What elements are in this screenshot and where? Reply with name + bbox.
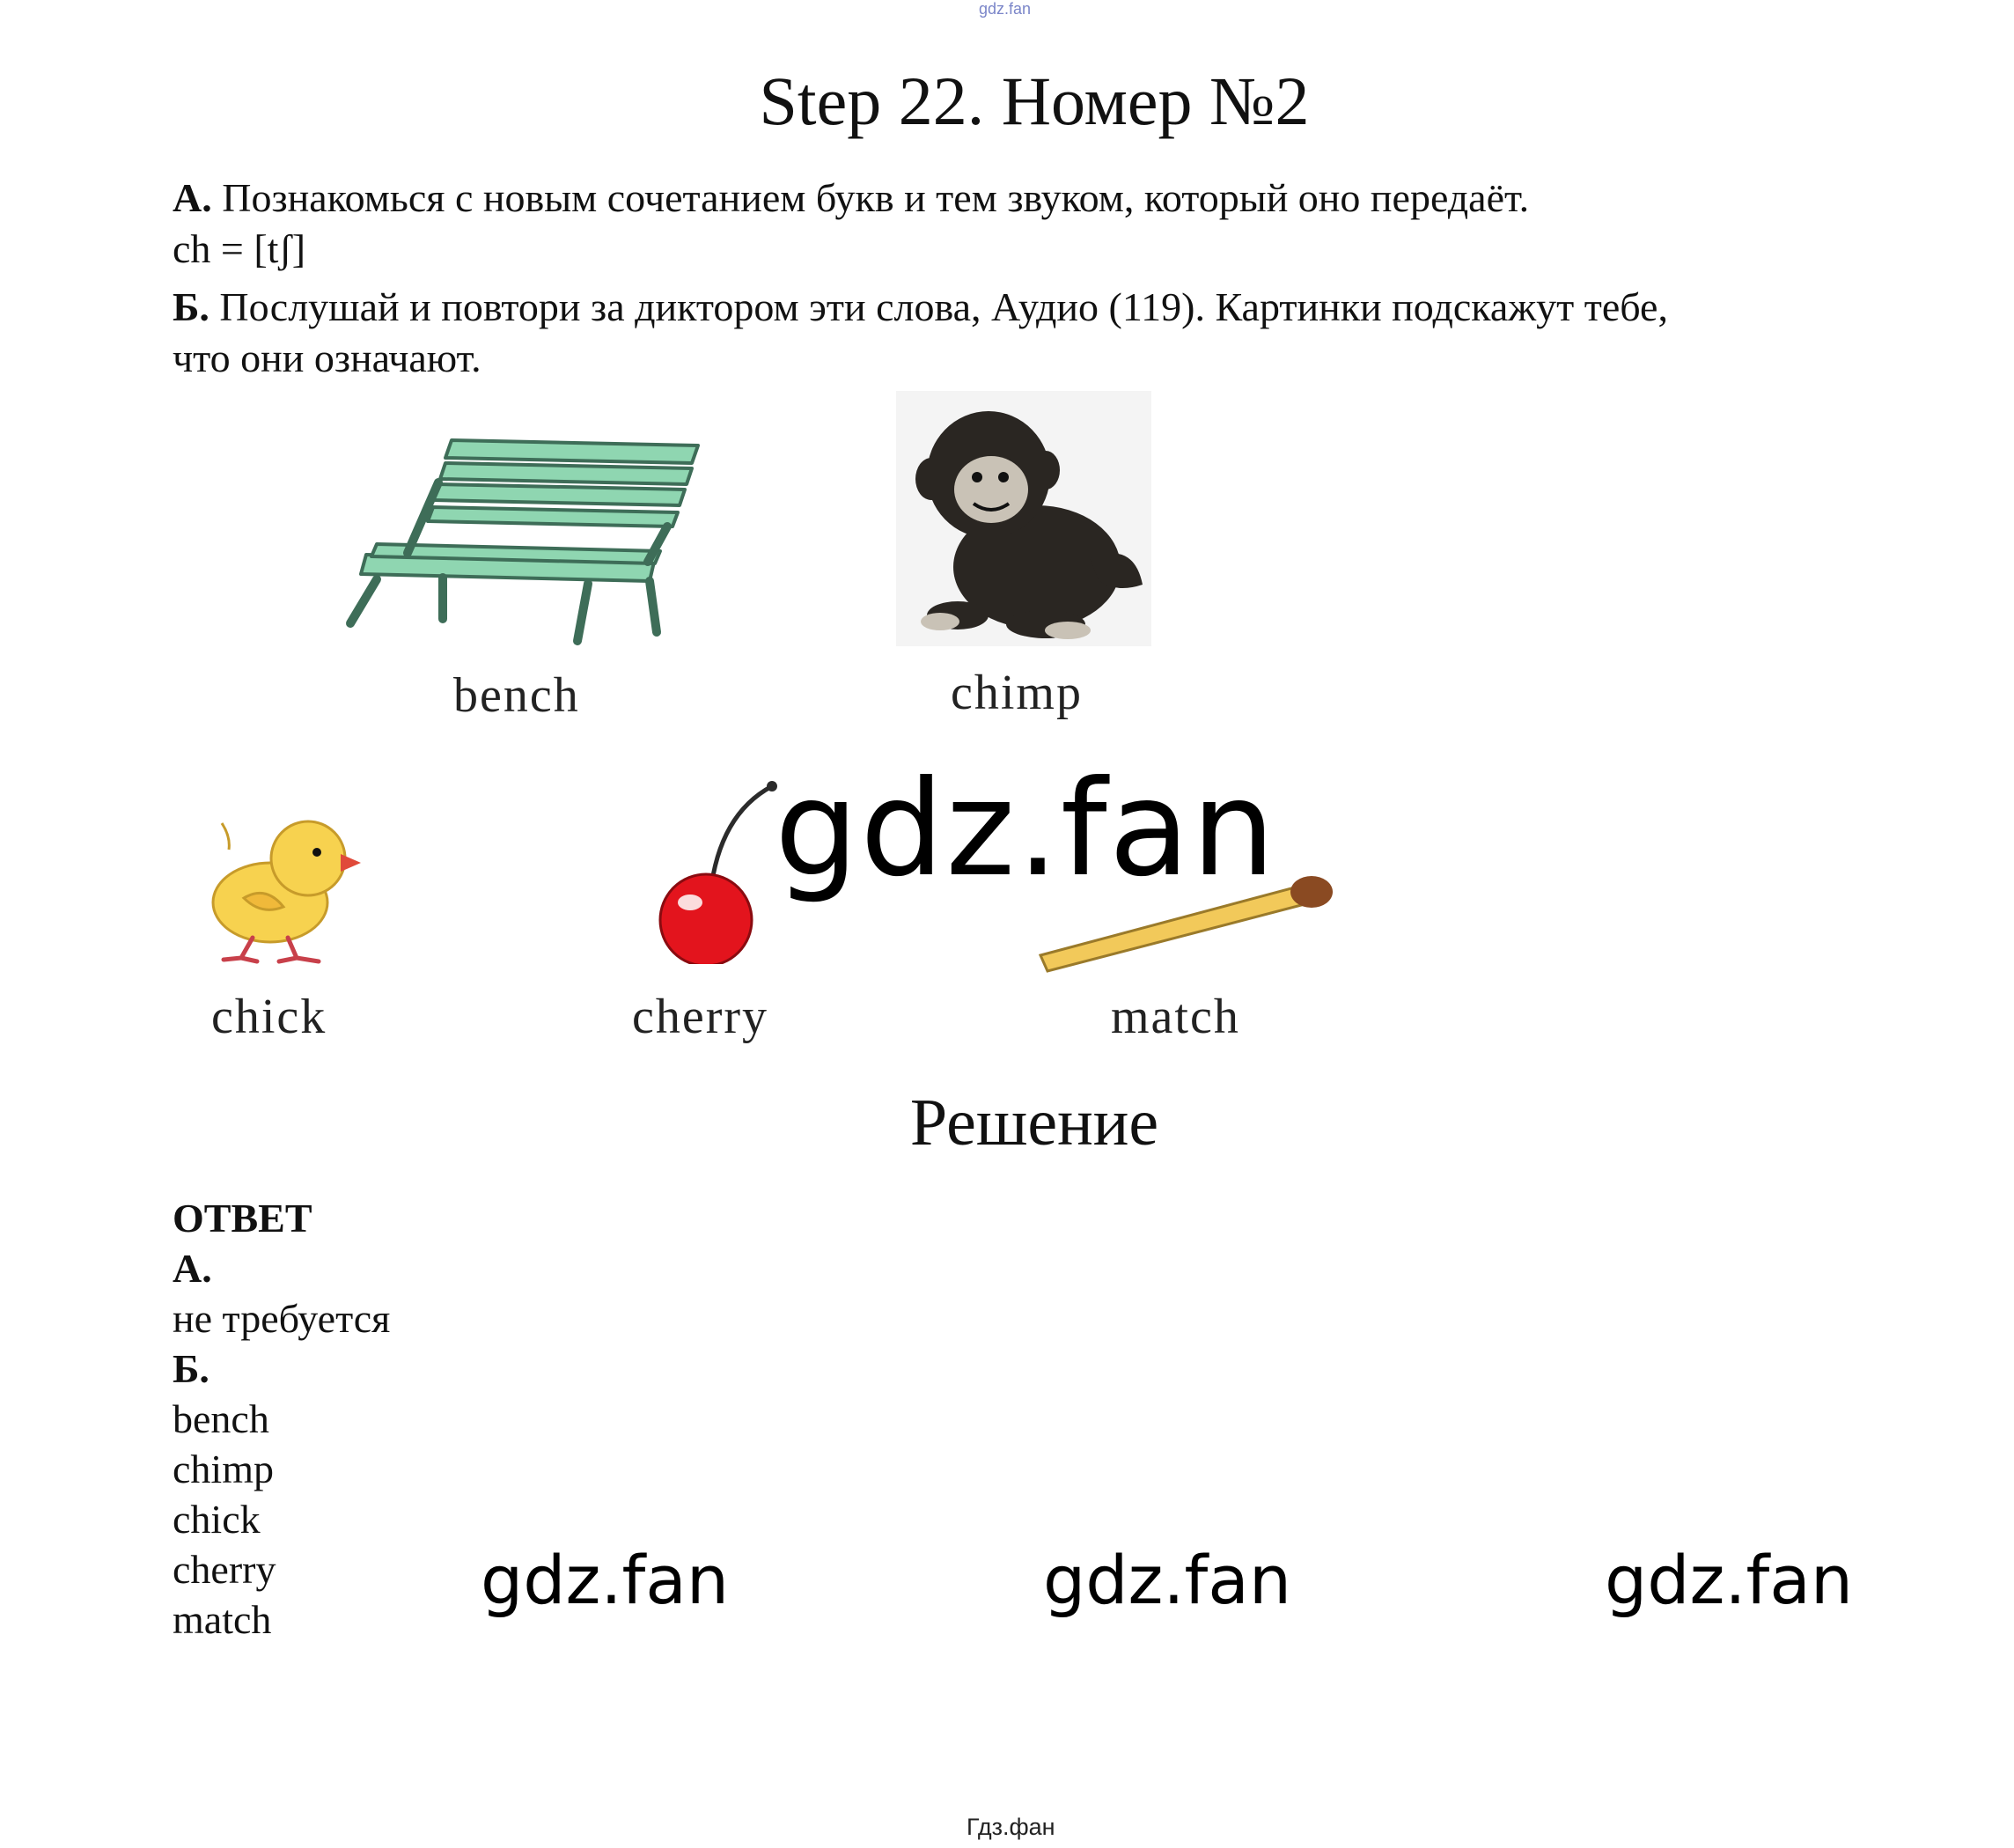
answer-b-label: Б. (173, 1346, 209, 1391)
answer-word: match (173, 1597, 272, 1642)
footer-text: Гдз.фан (967, 1814, 1055, 1840)
caption-chick: chick (211, 990, 327, 1044)
task-a (173, 173, 1529, 224)
task-b-line1: Послушай и повтори за диктором эти слова, Аудио (119). Картинки подскажут тебе, (219, 284, 1668, 329)
watermark-row-2: gdz.fan (1043, 1541, 1292, 1619)
task-b-line2: что они означают. (173, 335, 481, 380)
caption-bench: bench (453, 668, 580, 723)
caption-match: match (1111, 990, 1240, 1044)
answer-word: chimp (173, 1447, 274, 1491)
answer-word: cherry (173, 1547, 276, 1592)
task-b-marker: Б. (173, 284, 209, 329)
answer-block (173, 1193, 390, 1645)
cherry-icon (653, 779, 785, 964)
watermark-row-1: gdz.fan (481, 1541, 730, 1619)
caption-chimp: chimp (951, 666, 1083, 720)
watermark-row-3: gdz.fan (1605, 1541, 1854, 1619)
task-b (173, 282, 1668, 384)
task-a-marker: А. (173, 175, 212, 220)
page-title: Step 22. Номер №2 (759, 63, 1310, 139)
answer-word: chick (173, 1497, 261, 1542)
answer-word: bench (173, 1396, 269, 1441)
task-a-text: Познакомься с новым сочетанием букв и тем звуком, который оно передаёт. (222, 175, 1530, 220)
solution-heading: Решение (909, 1086, 1159, 1160)
answer-a-text: не требуется (173, 1296, 391, 1341)
center-watermark: gdz.fan (775, 753, 1277, 906)
caption-cherry: cherry (632, 990, 769, 1044)
answer-a-label: А. (173, 1246, 212, 1291)
bench-icon (342, 430, 711, 650)
phonetic-formula: ch = [tʃ] (173, 226, 306, 271)
top-watermark: gdz.fan (979, 0, 1032, 18)
chick-icon (195, 810, 371, 968)
answer-heading: ОТВЕТ (173, 1196, 312, 1241)
chimp-icon (896, 391, 1151, 646)
